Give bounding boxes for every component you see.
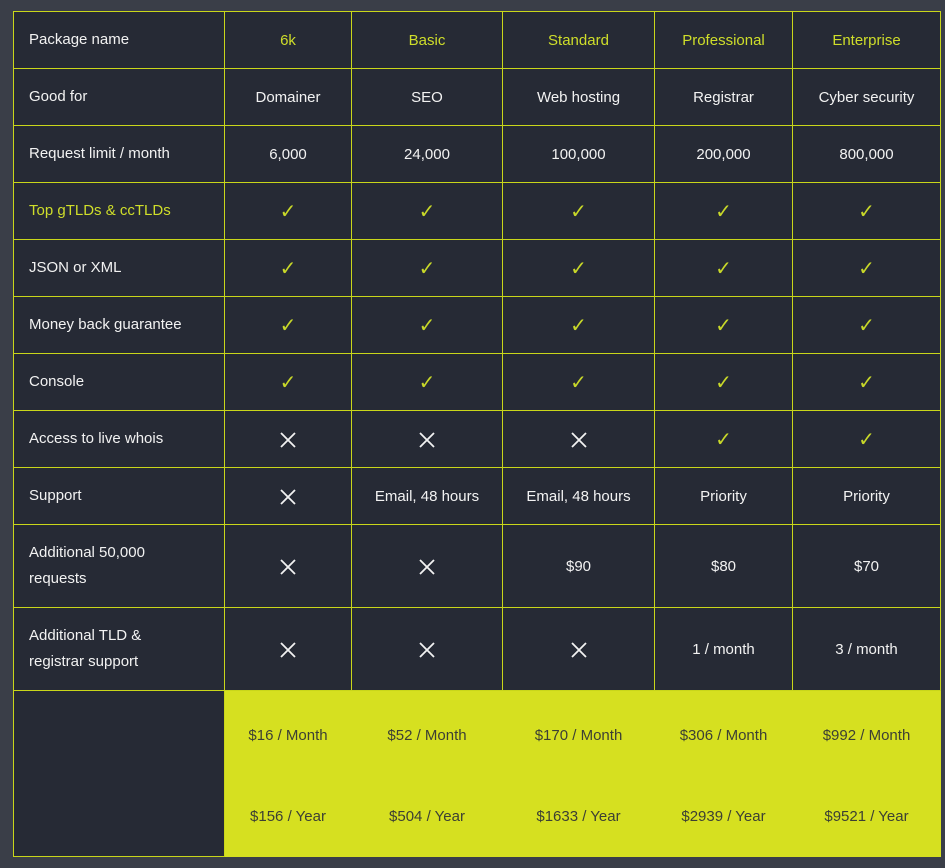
check-icon: ✓	[570, 257, 587, 280]
check-icon: ✓	[418, 200, 436, 223]
cell-value	[352, 411, 503, 468]
cell-value: 200,000	[655, 126, 793, 183]
pricing-row-spacer	[14, 691, 225, 857]
row-label: Good for	[14, 69, 225, 126]
price-yearly: $156 / Year	[250, 807, 326, 825]
header-row	[14, 12, 941, 69]
row-label: Console	[14, 354, 225, 411]
row-label: Support	[14, 468, 225, 525]
cell-value	[352, 525, 503, 608]
cross-icon	[419, 432, 435, 448]
row-label: Money back guarantee	[14, 297, 225, 354]
cell-value: Registrar	[655, 69, 793, 126]
cell-value	[655, 183, 793, 240]
check-icon: ✓	[418, 314, 436, 337]
cell-value	[793, 297, 941, 354]
cell-value	[503, 297, 655, 354]
table-row-additional-requests	[14, 525, 941, 608]
cell-value: 1 / month	[655, 608, 793, 691]
table-row-tlds	[14, 183, 941, 240]
table-row-support	[14, 468, 941, 525]
cell-value	[503, 411, 655, 468]
table-row-good-for	[14, 69, 941, 126]
check-icon: ✓	[858, 371, 875, 394]
cross-icon	[419, 642, 435, 658]
cross-icon	[280, 642, 296, 658]
price-monthly: $16 / Month	[248, 726, 328, 744]
cell-value: $70	[793, 525, 941, 608]
cell-value	[503, 240, 655, 297]
cell-value: Domainer	[225, 69, 352, 126]
cell-value	[225, 608, 352, 691]
cell-value	[225, 354, 352, 411]
column-header-professional: Professional	[655, 12, 793, 69]
table-row-additional-tld	[14, 608, 941, 691]
cell-value	[225, 183, 352, 240]
cell-value: Email, 48 hours	[352, 468, 503, 525]
cell-value	[225, 468, 352, 525]
cell-value	[352, 183, 503, 240]
check-icon: ✓	[418, 257, 436, 280]
cell-value	[503, 354, 655, 411]
cell-value	[225, 297, 352, 354]
row-label	[14, 525, 225, 608]
row-label	[14, 608, 225, 691]
check-icon: ✓	[570, 200, 587, 223]
cross-icon	[571, 432, 587, 448]
cell-value	[793, 240, 941, 297]
price-cell-professional	[655, 691, 793, 857]
cell-value: Cyber security	[793, 69, 941, 126]
check-icon: ✓	[279, 200, 297, 223]
check-icon: ✓	[715, 371, 732, 394]
column-header-enterprise: Enterprise	[793, 12, 941, 69]
cell-value: Web hosting	[503, 69, 655, 126]
cell-value	[352, 354, 503, 411]
pricing-table-container	[13, 11, 941, 857]
table-row-json-xml	[14, 240, 941, 297]
cell-value: SEO	[352, 69, 503, 126]
cell-value: Priority	[793, 468, 941, 525]
column-header-6k: 6k	[225, 12, 352, 69]
check-icon: ✓	[715, 257, 732, 280]
cell-value: 6,000	[225, 126, 352, 183]
pricing-row	[14, 691, 941, 857]
check-icon: ✓	[715, 314, 732, 337]
cross-icon	[419, 559, 435, 575]
cell-value: Priority	[655, 468, 793, 525]
cell-value	[225, 411, 352, 468]
column-header-standard: Standard	[503, 12, 655, 69]
row-label-line-2: registrar support	[29, 653, 139, 670]
price-cell-enterprise	[793, 691, 941, 857]
row-label-line-1: Additional 50,000	[29, 544, 145, 561]
row-label-line-1: Additional TLD &	[29, 627, 142, 644]
table-row-console	[14, 354, 941, 411]
cell-value	[655, 354, 793, 411]
price-yearly: $9521 / Year	[824, 807, 909, 825]
check-icon: ✓	[418, 371, 436, 394]
check-icon: ✓	[570, 371, 587, 394]
check-icon: ✓	[715, 428, 732, 451]
table-row-request-limit	[14, 126, 941, 183]
table-row-money-back	[14, 297, 941, 354]
row-label: JSON or XML	[14, 240, 225, 297]
cell-value	[225, 240, 352, 297]
cross-icon	[280, 559, 296, 575]
row-label: Request limit / month	[14, 126, 225, 183]
column-header-basic: Basic	[352, 12, 503, 69]
cell-value	[793, 411, 941, 468]
row-label: Access to live whois	[14, 411, 225, 468]
price-yearly: $1633 / Year	[536, 807, 621, 825]
check-icon: ✓	[858, 428, 875, 451]
cross-icon	[280, 489, 296, 505]
cell-value	[503, 183, 655, 240]
price-monthly: $992 / Month	[822, 726, 911, 744]
table-row-live-whois	[14, 411, 941, 468]
price-monthly: $52 / Month	[387, 726, 467, 744]
cell-value	[655, 411, 793, 468]
cell-value: 24,000	[352, 126, 503, 183]
price-yearly: $504 / Year	[389, 807, 465, 825]
check-icon: ✓	[279, 257, 297, 280]
cell-value: $80	[655, 525, 793, 608]
check-icon: ✓	[279, 314, 297, 337]
cell-value: 100,000	[503, 126, 655, 183]
check-icon: ✓	[858, 200, 875, 223]
cell-value	[503, 608, 655, 691]
cell-value	[655, 297, 793, 354]
cell-value	[352, 297, 503, 354]
cell-value	[352, 240, 503, 297]
price-monthly: $306 / Month	[679, 726, 768, 744]
cell-value	[793, 354, 941, 411]
cell-value	[793, 183, 941, 240]
row-label-line-2: requests	[29, 570, 87, 587]
row-label: Top gTLDs & ccTLDs	[14, 183, 225, 240]
check-icon: ✓	[570, 314, 587, 337]
price-yearly: $2939 / Year	[681, 807, 766, 825]
check-icon: ✓	[279, 371, 297, 394]
header-label: Package name	[14, 12, 225, 69]
pricing-comparison-table	[13, 11, 941, 857]
cross-icon	[571, 642, 587, 658]
check-icon: ✓	[858, 257, 875, 280]
check-icon: ✓	[858, 314, 875, 337]
cell-value: $90	[503, 525, 655, 608]
cell-value: Email, 48 hours	[503, 468, 655, 525]
cell-value	[352, 608, 503, 691]
price-cell-6k	[225, 691, 352, 857]
price-cell-standard	[503, 691, 655, 857]
cross-icon	[280, 432, 296, 448]
cell-value	[225, 525, 352, 608]
cell-value: 800,000	[793, 126, 941, 183]
cell-value	[655, 240, 793, 297]
price-monthly: $170 / Month	[534, 726, 623, 744]
check-icon: ✓	[715, 200, 732, 223]
cell-value: 3 / month	[793, 608, 941, 691]
price-cell-basic	[352, 691, 503, 857]
